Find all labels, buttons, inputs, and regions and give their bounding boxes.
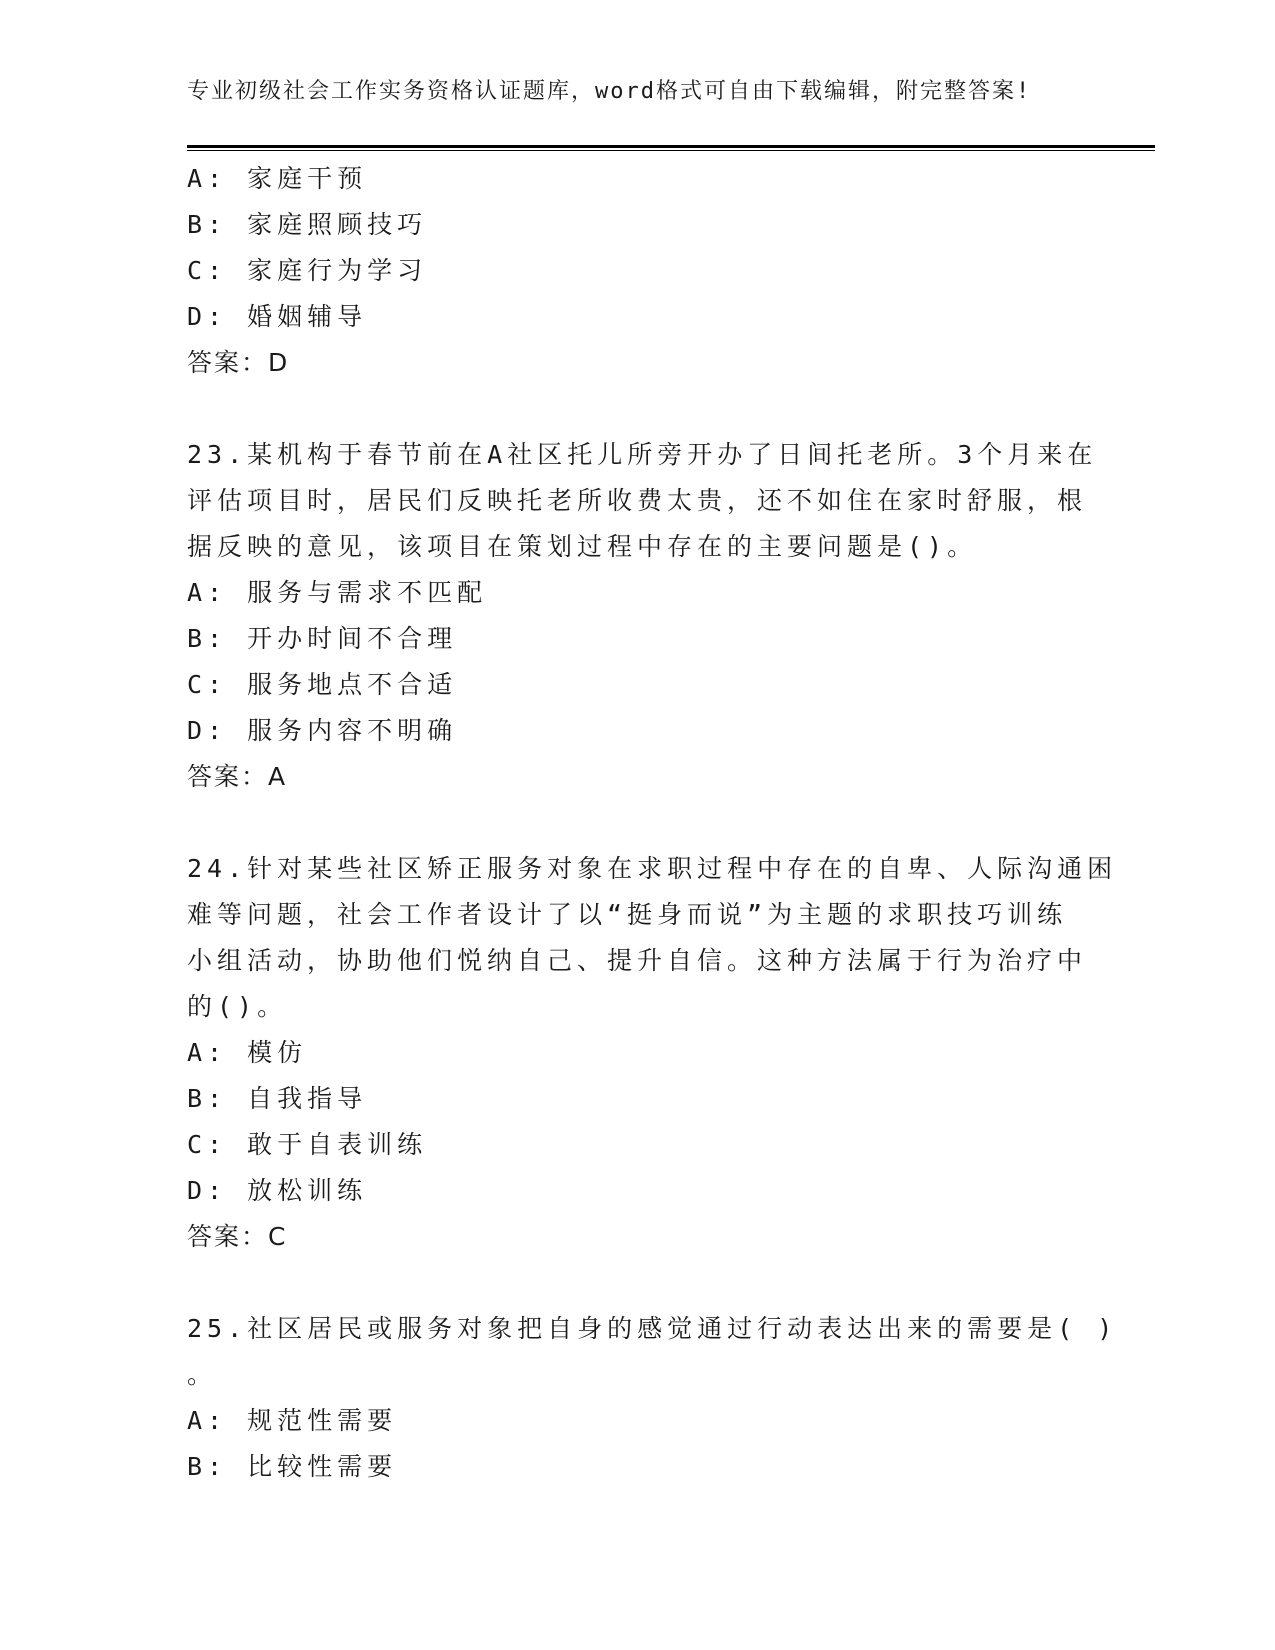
option-b: B: 家庭照顾技巧	[187, 210, 428, 239]
answer-line: 答案：A	[187, 762, 288, 791]
option-a: A: 规范性需要	[187, 1406, 398, 1435]
header-divider	[187, 145, 1155, 151]
option-b: B: 自我指导	[187, 1084, 368, 1113]
question-25	[187, 1306, 1118, 1490]
option-a: A: 服务与需求不匹配	[187, 578, 488, 607]
question-24	[187, 846, 1118, 1260]
option-c: C: 家庭行为学习	[187, 256, 428, 285]
spacer	[187, 386, 1087, 432]
question-text-line: 25.社区居民或服务对象把自身的感觉通过行动表达出来的需要是( )	[187, 1314, 1118, 1343]
question-22	[187, 156, 1087, 386]
question-text-line: 。	[187, 1360, 218, 1389]
answer-line: 答案：C	[187, 1222, 288, 1251]
option-c: C: 服务地点不合适	[187, 670, 458, 699]
spacer	[187, 800, 1087, 846]
question-text-line: 据反映的意见，该项目在策划过程中存在的主要问题是()。	[187, 532, 978, 561]
option-a: A: 模仿	[187, 1038, 308, 1067]
question-text-line: 的()。	[187, 992, 288, 1021]
option-b: B: 比较性需要	[187, 1452, 398, 1481]
question-text-line: 难等问题，社会工作者设计了以“挺身而说”为主题的求职技巧训练	[187, 900, 1068, 929]
question-text-line: 23.某机构于春节前在A社区托儿所旁开办了日间托老所。3个月来在	[187, 440, 1098, 469]
option-d: D: 婚姻辅导	[187, 302, 368, 331]
option-b: B: 开办时间不合理	[187, 624, 458, 653]
question-23	[187, 432, 1098, 800]
option-d: D: 服务内容不明确	[187, 716, 458, 745]
option-a: A: 家庭干预	[187, 164, 368, 193]
question-text-line: 24.针对某些社区矫正服务对象在求职过程中存在的自卑、人际沟通困	[187, 854, 1118, 883]
answer-line: 答案：D	[187, 348, 290, 377]
question-content	[187, 156, 1118, 1490]
option-d: D: 放松训练	[187, 1176, 368, 1205]
question-text-line: 评估项目时，居民们反映托老所收费太贵，还不如住在家时舒服，根	[187, 486, 1088, 515]
option-c: C: 敢于自表训练	[187, 1130, 428, 1159]
page-header-title: 专业初级社会工作实务资格认证题库，word格式可自由下载编辑，附完整答案!	[187, 79, 1032, 104]
question-text-line: 小组活动，协助他们悦纳自己、提升自信。这种方法属于行为治疗中	[187, 946, 1088, 975]
spacer	[187, 1260, 1087, 1306]
